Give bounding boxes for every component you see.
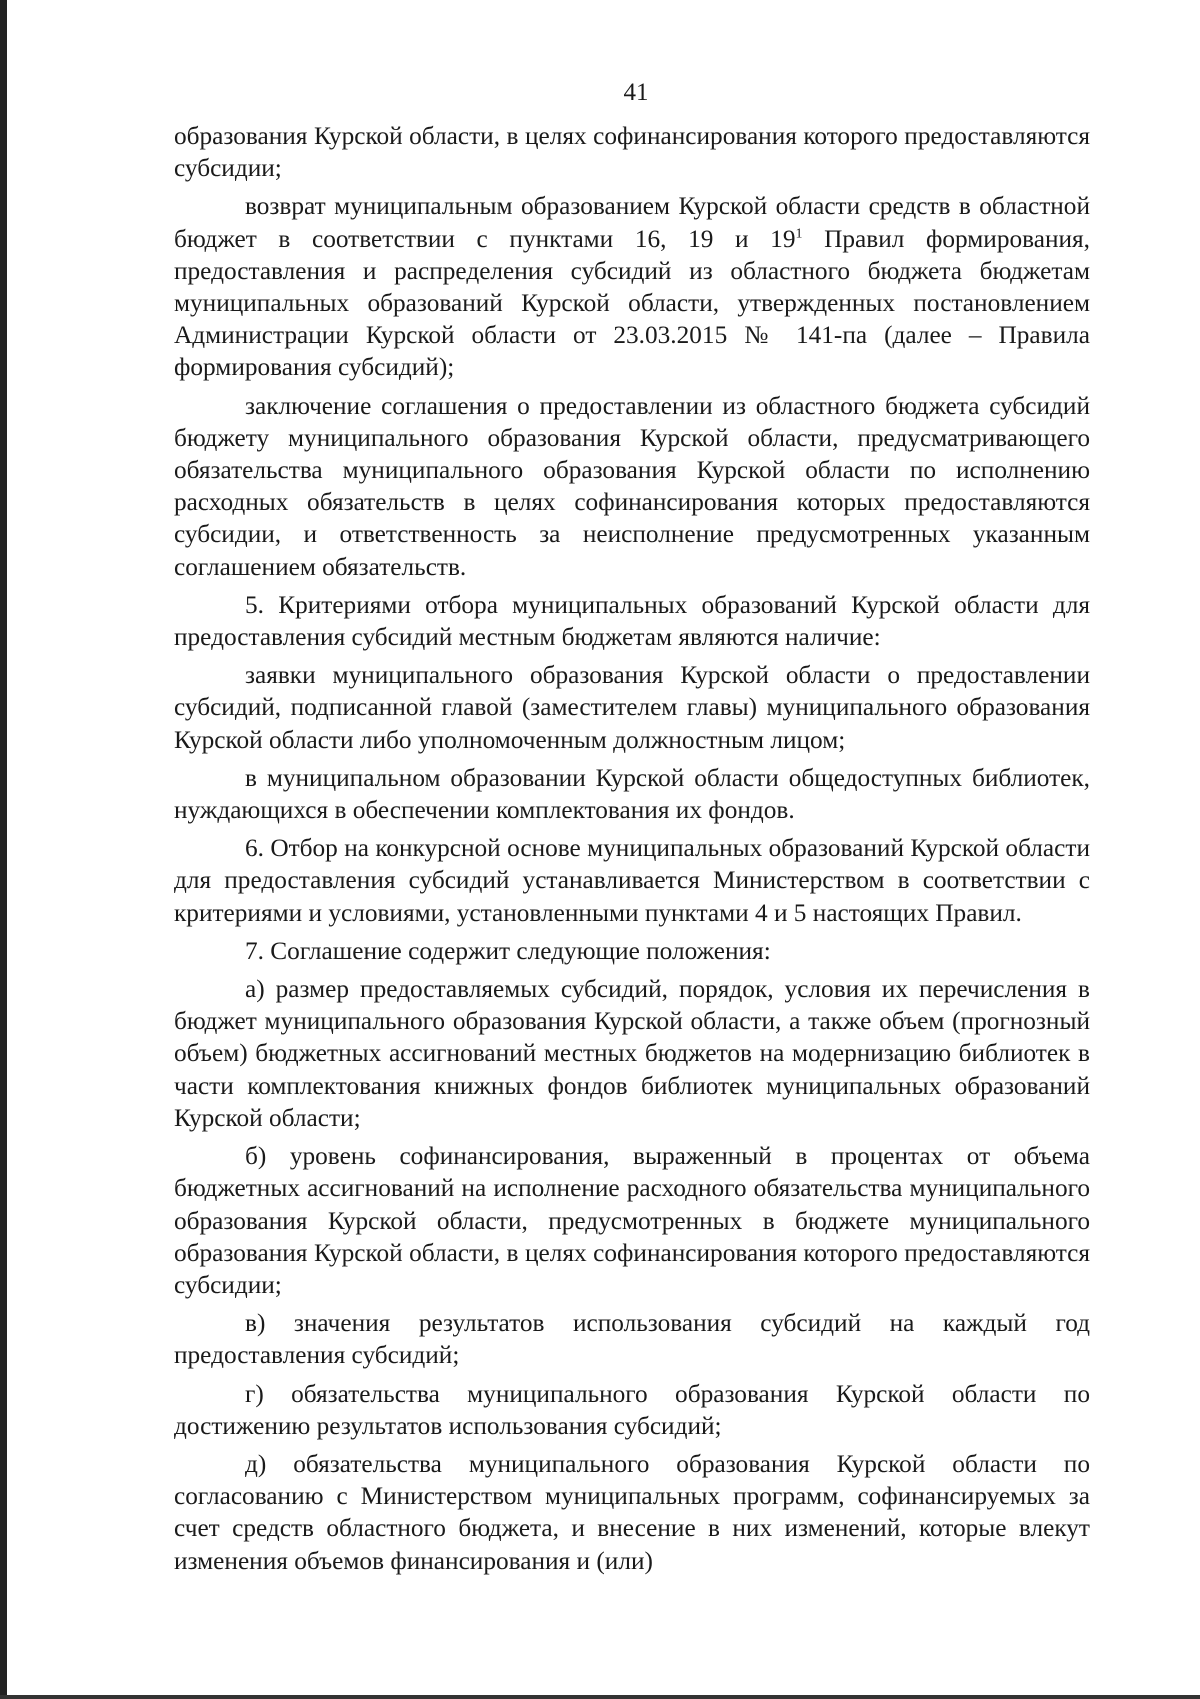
scan-edge-bottom <box>0 1695 1200 1699</box>
paragraph-2-text-before: возврат муниципальным образованием Курской области средств в областной бюджет в соответствии с пунктами 16, 19 и 19 <box>174 192 1090 253</box>
paragraph-13: д) обязательства муниципального образования Курской области по согласованию с Министерством муниципальных программ, софинансируемых за счет средств областного бюджета, и внесение в них изменений, которые влекут изменения объемов финансирования и (или) <box>174 1449 1090 1575</box>
paragraph-10: б) уровень софинансирования, выраженный в процентах от объема бюджетных ассигнований на исполнение расходного обязательства муниципального образования Курской области, предусмотренных в бюджете муниципального образования Курской области, в целях софинансирования которого предоставляются субсидии; <box>174 1142 1090 1299</box>
paragraph-1: образования Курской области, в целях софинансирования которого предоставляются субсидии; <box>174 122 1090 183</box>
paragraph-9: а) размер предоставляемых субсидий, порядок, условия их перечисления в бюджет муниципального образования Курской области, а также объем (прогнозный объем) бюджетных ассигнований местных бюджетов на модернизацию библиотек в части комплектования книжных фондов библиотек муниципальных образований Курской области; <box>174 975 1090 1132</box>
paragraph-2-text-after: Правил формирования, предоставления и распределения субсидий из областного бюджета бюджетам муниципальных образований Курской области, утвержденных постановлением Администрации Курской области от 23.03.2015 № 141-па (далее – Правила формирования субсидий); <box>174 224 1091 382</box>
paragraph-3: заключение соглашения о предоставлении из областного бюджета субсидий бюджету муниципального образования Курской области, предусматривающего обязательства муниципального образования Курской области по исполнению расходных обязательств в целях софинансирования которых предоставляются субсидии, и ответственность за неисполнение предусмотренных указанным соглашением обязательств. <box>174 391 1090 581</box>
paragraph-7: 6. Отбор на конкурсной основе муниципальных образований Курской области для предоставления субсидий устанавливается Министерством в соответствии с критериями и условиями, установленными пунктами 4 и 5 настоящих Правил. <box>174 834 1090 927</box>
paragraph-2 <box>174 190 1090 383</box>
paragraph-4: 5. Критериями отбора муниципальных образований Курской области для предоставления субсидий местным бюджетам являются наличие: <box>174 590 1090 652</box>
document-body <box>174 120 1090 1577</box>
page-number: 41 <box>623 79 649 106</box>
paragraph-6: в муниципальном образовании Курской области общедоступных библиотек, нуждающихся в обеспечении комплектования их фондов. <box>174 763 1090 825</box>
paragraph-12: г) обязательства муниципального образования Курской области по достижению результатов использования субсидий; <box>174 1379 1090 1440</box>
paragraph-5: заявки муниципального образования Курской области о предоставлении субсидий, подписанной главой (заместителем главы) муниципального образования Курской области либо уполномоченным должностным лицом; <box>174 661 1090 754</box>
paragraph-8: 7. Соглашение содержит следующие положения: <box>245 936 771 965</box>
scan-edge-left <box>0 0 7 1699</box>
superscript-mark: 1 <box>795 226 803 242</box>
paragraph-11: в) значения результатов использования субсидий на каждый год предоставления субсидий; <box>174 1309 1090 1370</box>
